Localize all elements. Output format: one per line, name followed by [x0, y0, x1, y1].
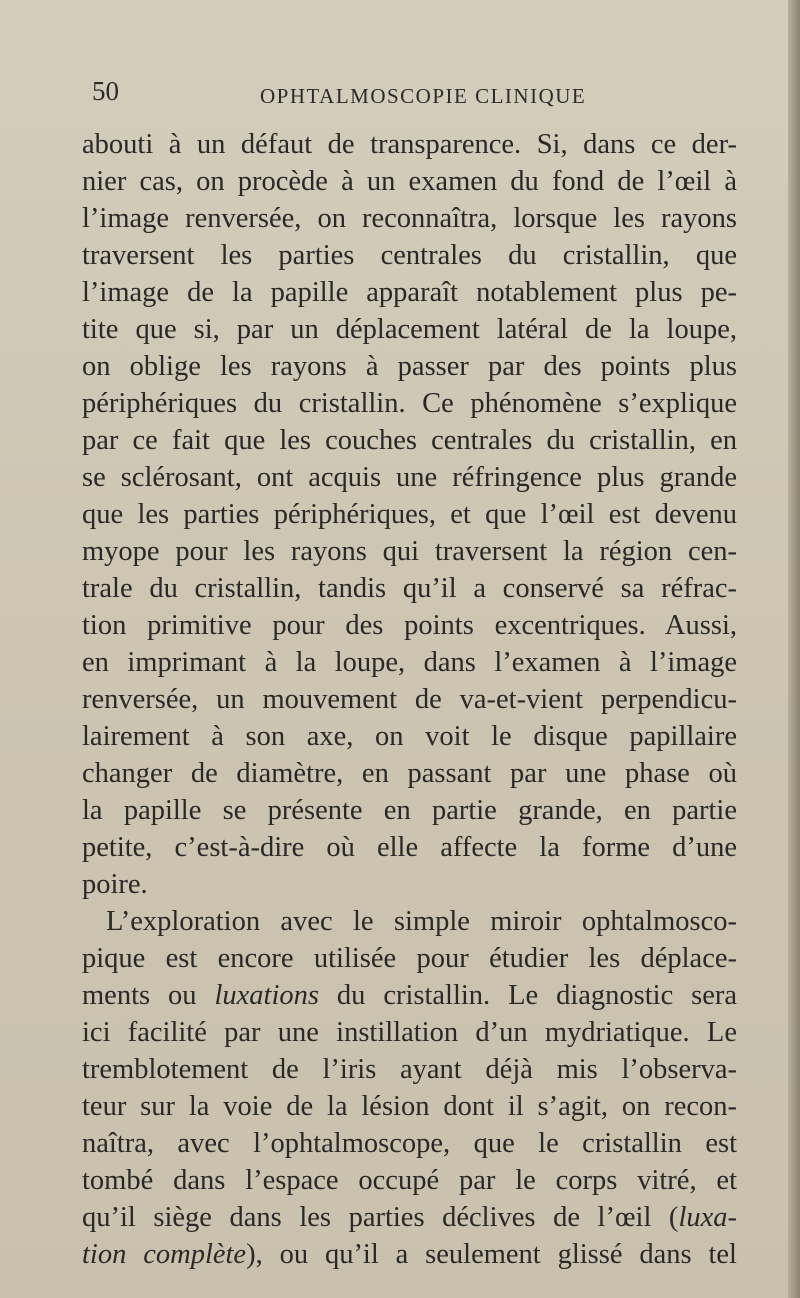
- text-line: en imprimant à la loupe, dans l’examen à l’image: [82, 647, 737, 678]
- text-line: que les parties périphériques, et que l’œil est devenu: [82, 499, 737, 530]
- text-line: [82, 977, 737, 1014]
- italic-term: tion complète: [82, 1239, 247, 1270]
- text-line: [82, 1199, 737, 1236]
- page-header: [92, 76, 732, 116]
- text-line: périphériques du cristallin. Ce phénomène s’explique: [82, 388, 737, 419]
- text-fragment: du cristallin. Le diagnostic sera: [336, 980, 738, 1011]
- text-fragment: ments ou: [82, 980, 197, 1011]
- text-line: teur sur la voie de la lésion dont il s’agit, on recon-: [82, 1091, 737, 1122]
- text-line: petite, c’est-à-dire où elle affecte la forme d’une: [82, 832, 737, 863]
- text-line: renversée, un mouvement de va-et-vient perpendicu-: [82, 684, 737, 715]
- text-line: lairement à son axe, on voit le disque papillaire: [82, 721, 737, 752]
- text-line: [82, 1236, 737, 1273]
- text-line: traversent les parties centrales du cristallin, que: [82, 240, 737, 271]
- text-line: se sclérosant, ont acquis une réfringence plus grande: [82, 462, 737, 493]
- text-line: tombé dans l’espace occupé par le corps vitré, et: [82, 1165, 737, 1196]
- italic-term: luxations: [214, 980, 319, 1011]
- text-line: ici facilité par une instillation d’un mydriatique. Le: [82, 1017, 737, 1048]
- text-line: on oblige les rayons à passer par des points plus: [82, 351, 737, 382]
- text-line: tite que si, par un déplacement latéral de la loupe,: [82, 314, 737, 345]
- text-line: nier cas, on procède à un examen du fond de l’œil à: [82, 166, 737, 197]
- text-line: pique est encore utilisée pour étudier les déplace-: [82, 943, 737, 974]
- text-line: tion primitive pour des points excentriques. Aussi,: [82, 610, 737, 641]
- text-line: l’image renversée, on reconnaîtra, lorsque les rayons: [82, 203, 737, 234]
- running-head: OPHTALMOSCOPIE CLINIQUE: [260, 84, 587, 108]
- page-number: 50: [92, 76, 119, 106]
- text-line: changer de diamètre, en passant par une phase où: [82, 758, 737, 789]
- text-fragment: qu’il siège dans les parties déclives de l’œil (: [82, 1202, 679, 1233]
- text-fragment: ), ou qu’il a seulement glissé dans tel: [246, 1239, 737, 1270]
- page-edge: [788, 0, 800, 1298]
- text-line: trale du cristallin, tandis qu’il a conservé sa réfrac-: [82, 573, 737, 604]
- text-line: myope pour les rayons qui traversent la région cen-: [82, 536, 737, 567]
- text-line: poire.: [82, 869, 148, 900]
- text-line: abouti à un défaut de transparence. Si, dans ce der-: [82, 129, 737, 160]
- text-line: la papille se présente en partie grande, en partie: [82, 795, 737, 826]
- text-line: l’image de la papille apparaît notablement plus pe-: [82, 277, 737, 308]
- text-line: L’exploration avec le simple miroir ophtalmosco-: [106, 906, 737, 937]
- text-line: tremblotement de l’iris ayant déjà mis l’observa-: [82, 1054, 737, 1085]
- body-text: [82, 126, 737, 1273]
- italic-term: luxa-: [678, 1202, 737, 1233]
- text-line: naîtra, avec l’ophtalmoscope, que le cristallin est: [82, 1128, 737, 1159]
- text-line: par ce fait que les couches centrales du cristallin, en: [82, 425, 737, 456]
